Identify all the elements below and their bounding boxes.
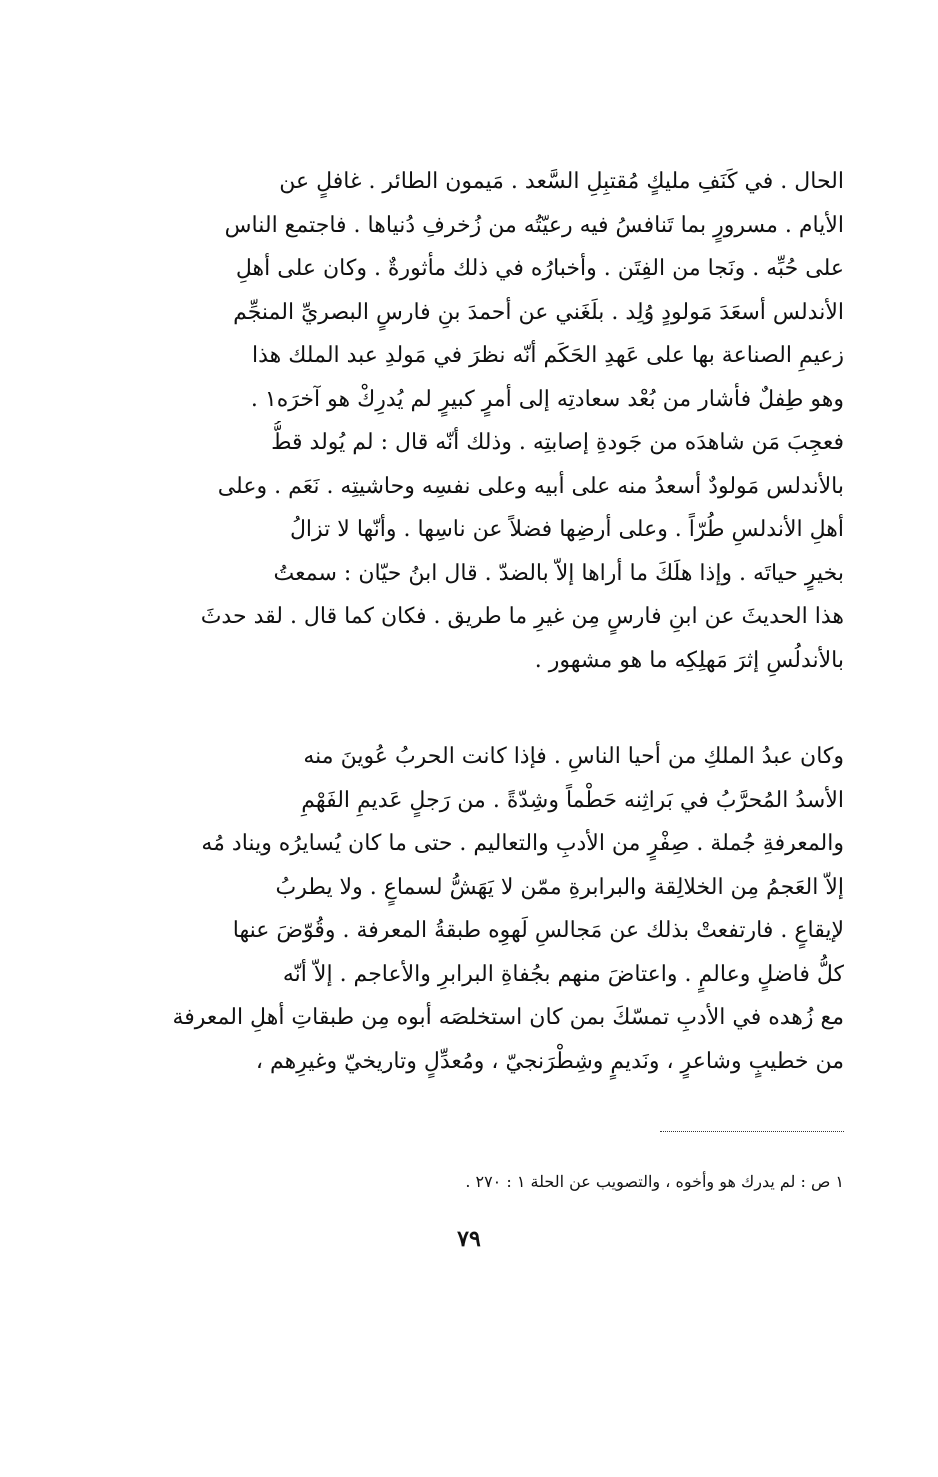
text-line: والمعرفةِ جُملة . صِفْرٍ من الأدبِ والتعاليم . حتى ما كان يُسايرُه ويناد مُه (201, 831, 844, 856)
text-line: لإيقاعٍ . فارتفعتْ بذلك عن مَجالسِ لَهوِه طبقةُ المعرفة . وقُوّضَ عنها (232, 918, 844, 943)
text-line: من خطيبٍ وشاعرٍ ، ونَديمٍ وشِطْرَنجيّ ، ومُعدِّلٍ وتاريخيّ وغيرِهم ، (255, 1048, 844, 1074)
paragraph-1 (160, 160, 844, 682)
footnote-divider (660, 1131, 844, 1132)
text-line: على حُبِّه . ونَجا من الفِتَن . وأخبارُه في ذلك مأثورةٌ . وكان على أهلِ (235, 256, 844, 281)
text-line: إلاّ العَجمُ مِن الخلالِقة والبرابرةِ ممّن لا يَهَشُّ لسماعٍ . ولا يطربُ (275, 874, 844, 900)
text-line: أهلِ الأندلسِ طُرّاً . وعلى أرضِها فضلاً عن ناسِها . وأنّها لا تزالُ (289, 517, 844, 542)
paragraph-2 (160, 735, 844, 1083)
page-number: ٧٩ (457, 1226, 481, 1252)
text-line: بالأندلس مَولودٌ أسعدُ منه على أبيه وعلى نفسِه وحاشيتِه . نَعَم . وعلى (217, 473, 844, 499)
text-line: هذا الحديثَ عن ابنِ فارسٍ مِن غيرِ ما طريق . فكان كما قال . لقد حدثَ (200, 604, 844, 629)
text-line: وهو طِفلٌ فأشار من بُعْد سعادتِه إلى أمرٍ كبيرٍ لم يُدرِكْ هو آخرَه١ . (250, 386, 844, 412)
text-line: الأيام . مسرورٍ بما تَنافسُ فيه رعيّتُه من زُخرفِ دُنياها . فاجتمع الناس (224, 212, 844, 238)
text-line: كلُّ فاضلٍ وعالمٍ . واعتاضَ منهم بجُفاةِ البرابرِ والأعاجم . إلاّ أنّه (282, 961, 844, 987)
text-line: الأسدُ المُحرَّبُ في بَراثِنه حَطْماً وشِدّةً . من رَجلٍ عَديمِ الفَهْمِ (301, 787, 844, 813)
text-line: الأندلس أسعَدَ مَولودٍ وُلِد . بلَغَني عن أحمدَ بنِ فارسٍ البصريِّ المنجِّم (233, 299, 844, 325)
text-line: زعيمِ الصناعة بها على عَهدِ الحَكَم أنّه نظرَ في مَولدِ عبد الملك هذا (252, 343, 844, 368)
footnote: ١ ص : لم يدرك هو وأخوه ، والتصويب عن الحلة ١ : ٢٧٠ . (465, 1172, 844, 1191)
text-line: بخيرٍ حياتَه . وإذا هلَكَ ما أراها إلاّ بالضدّ . قال ابنُ حيّان : سمعتُ (273, 560, 844, 586)
text-line: وكان عبدُ الملكِ من أحيا الناسِ . فإذا كانت الحربُ عُوينَ منه (303, 744, 844, 769)
text-line: فعجِبَ مَن شاهدَه من جَودةِ إصابتِه . وذلك أنّه قال : لم يُولد قطُّ (271, 430, 844, 455)
text-line: بالأندلُسِ إثرَ مَهلِكِه ما هو مشهور . (534, 647, 844, 673)
text-line: مع زُهده في الأدبِ تمسّكَ بمن كان استخلصَه أبوه مِن طبقاتِ أهلِ المعرفة (172, 1005, 844, 1030)
text-line: الحال . في كَنَفِ مليكٍ مُقتبِلِ السَّعد . مَيمون الطائر . غافلٍ عن (279, 169, 844, 194)
